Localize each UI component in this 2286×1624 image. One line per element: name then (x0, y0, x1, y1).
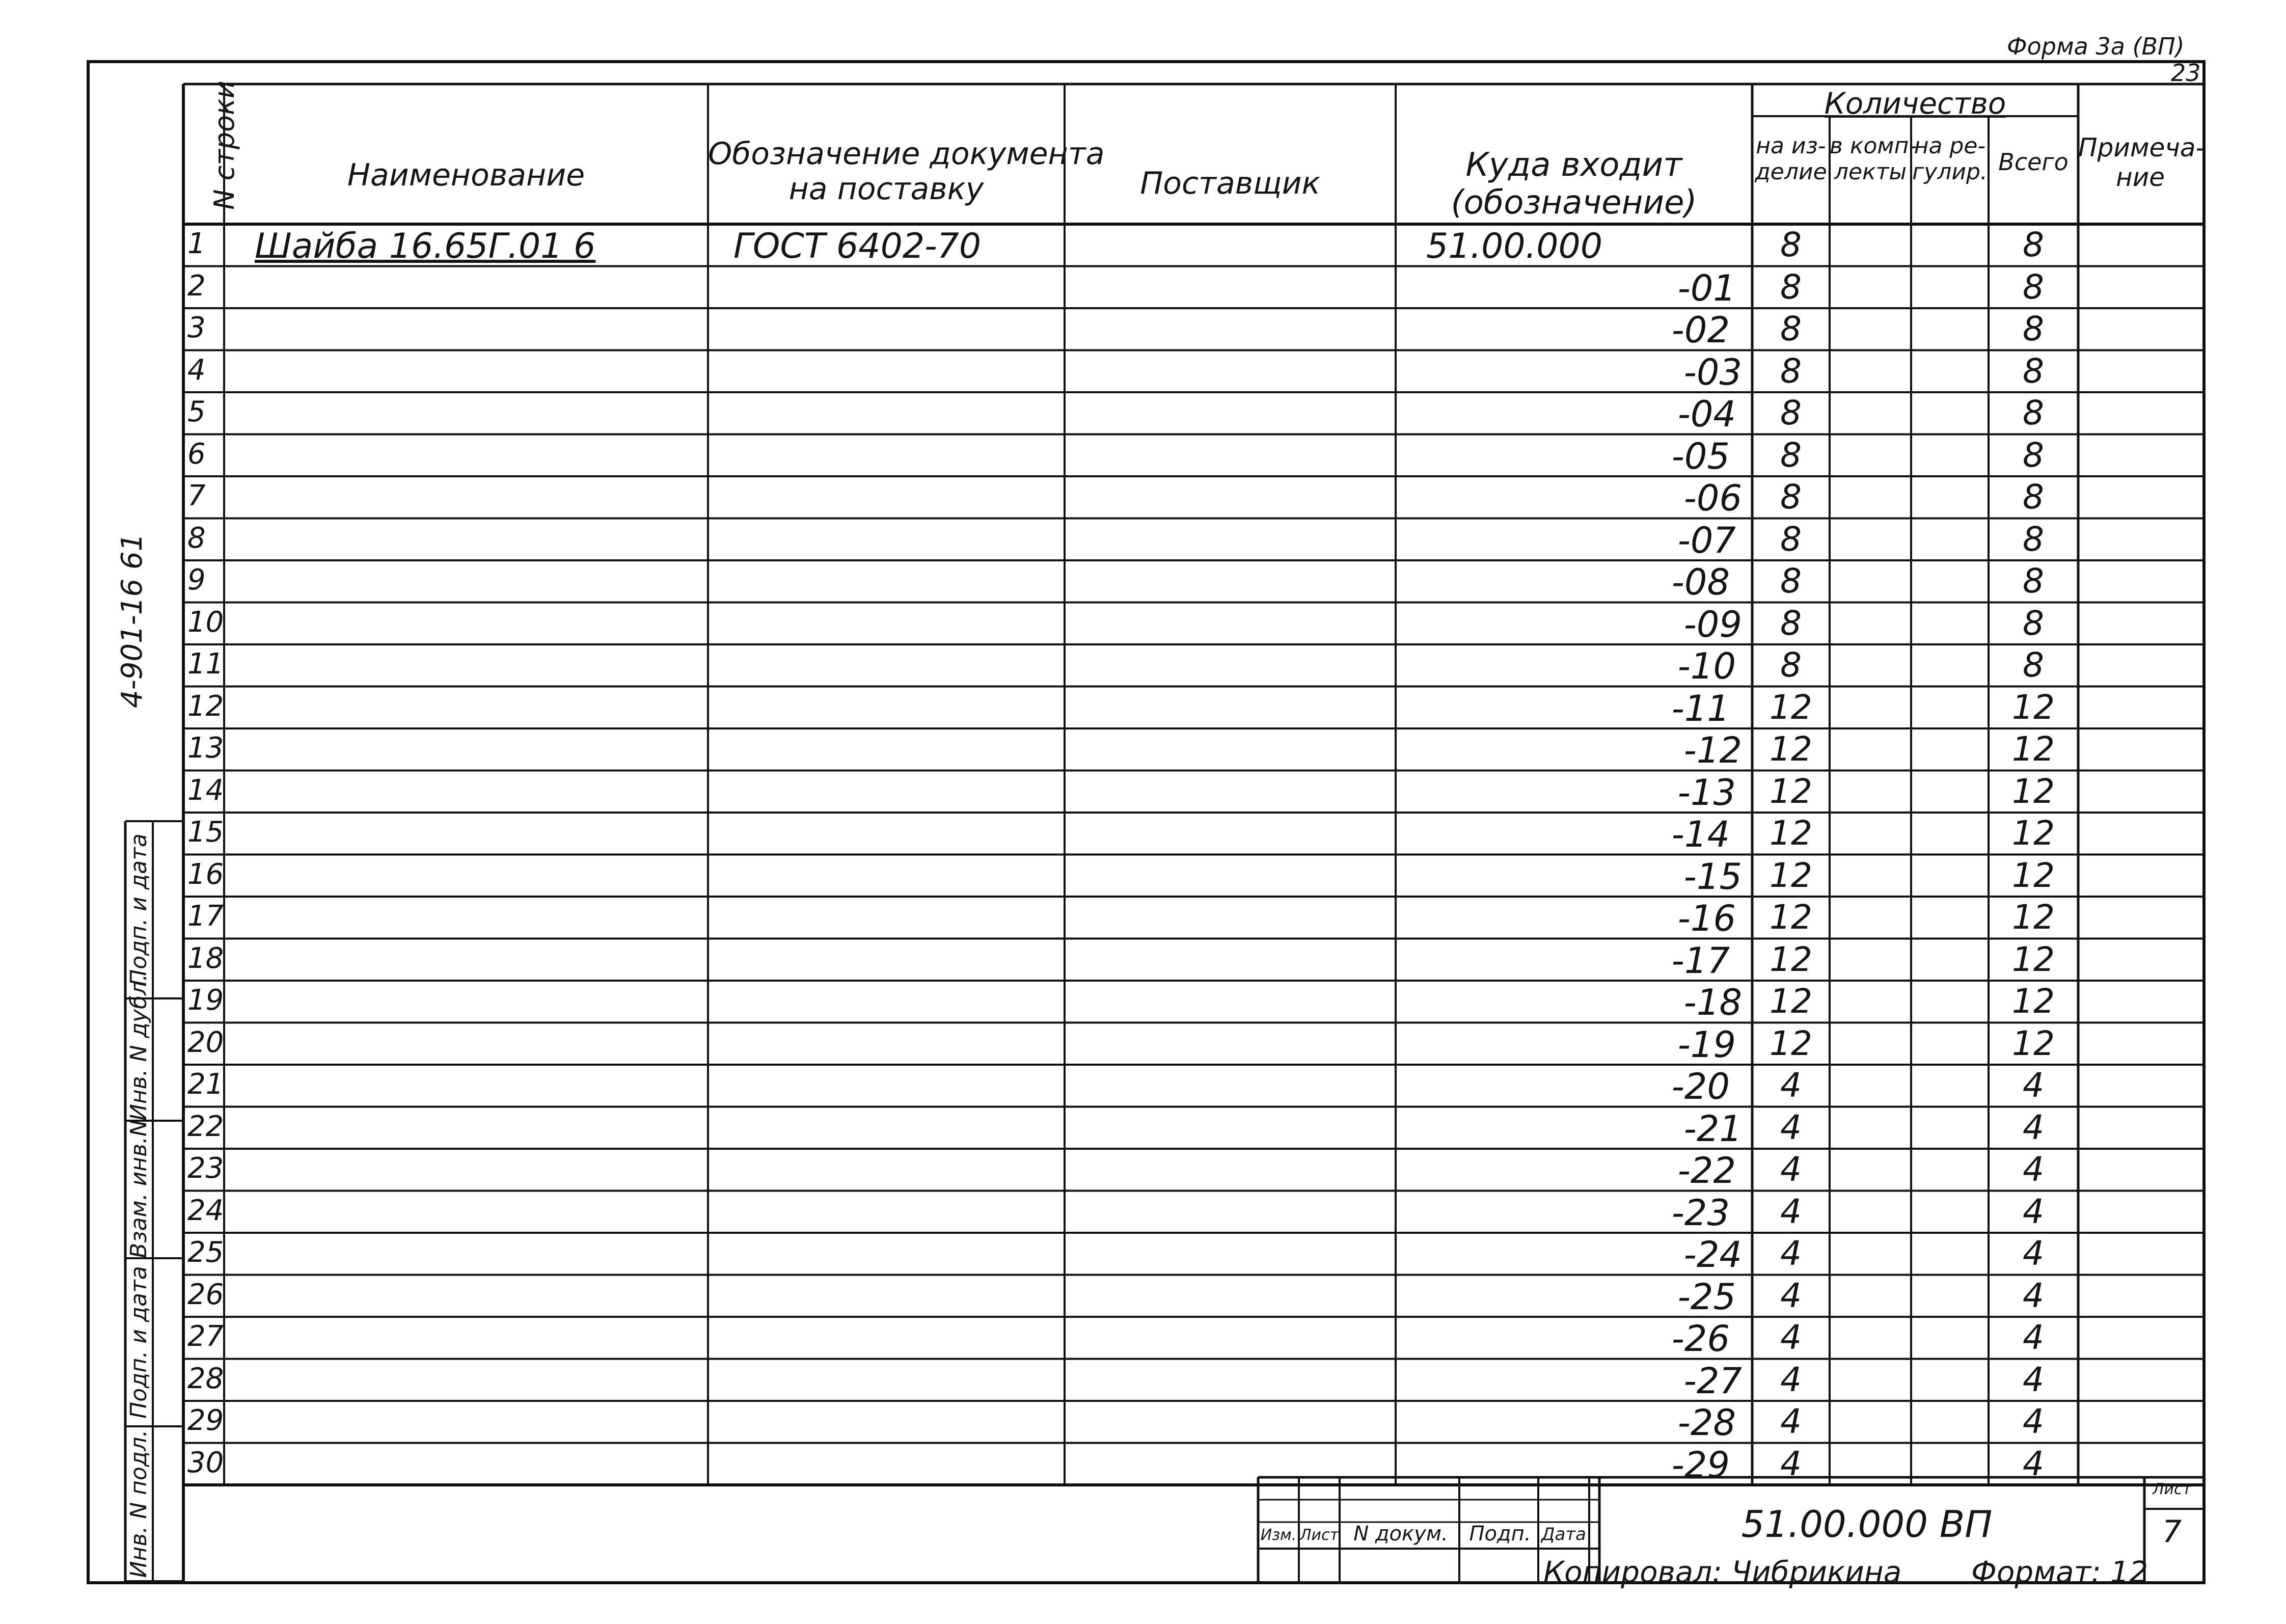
row-number: 5 (187, 395, 206, 428)
qty-per-item: 8 (1780, 351, 1802, 391)
header-row-no: N строки (208, 80, 240, 210)
row-number: 15 (187, 816, 224, 849)
row-number: 30 (187, 1446, 224, 1479)
qty-total: 8 (2023, 309, 2044, 348)
header-for-repair-line2: гулир. (1912, 158, 1988, 185)
qty-total: 4 (2023, 1234, 2044, 1273)
qty-per-item: 12 (1770, 939, 1812, 979)
where-used: -28 (1677, 1402, 1736, 1444)
qty-per-item: 8 (1780, 519, 1802, 559)
qty-total: 4 (2023, 1402, 2044, 1441)
qty-per-item: 12 (1770, 687, 1812, 727)
qty-per-item: 12 (1770, 729, 1812, 769)
qty-total: 4 (2023, 1318, 2044, 1357)
qty-per-item: 8 (1780, 393, 1802, 432)
row-number: 23 (187, 1152, 224, 1185)
qty-total: 12 (2012, 982, 2055, 1021)
tb-sheet-number: 7 (2162, 1514, 2182, 1550)
where-used: -20 (1671, 1066, 1730, 1107)
qty-total: 12 (2012, 855, 2055, 895)
where-used: -24 (1683, 1234, 1742, 1276)
qty-per-item: 8 (1780, 477, 1802, 517)
side-stamp-label: Подп. и дата (126, 1266, 152, 1419)
side-stamp-label: Взам. инв.N (126, 1120, 152, 1258)
qty-per-item: 12 (1770, 898, 1812, 937)
where-used: -21 (1683, 1107, 1742, 1150)
side-stamp-label: Подп. и дата (126, 833, 152, 986)
qty-per-item: 8 (1780, 561, 1802, 601)
header-doc-designation-line1: Обозначение документа (708, 136, 1105, 172)
where-used: -17 (1671, 939, 1730, 982)
header-per-item (1752, 133, 1830, 185)
where-used: -29 (1671, 1444, 1730, 1486)
row-number: 28 (187, 1362, 224, 1395)
header-name: Наименование (347, 157, 585, 193)
row-number: 18 (187, 941, 224, 975)
row-number: 1 (187, 227, 206, 260)
row-number: 12 (187, 689, 224, 723)
qty-total: 4 (2023, 1150, 2044, 1189)
copied-by: Копировал: Чибрикина (1543, 1555, 1902, 1589)
qty-total: 8 (2023, 351, 2044, 391)
qty-total: 12 (2012, 898, 2055, 937)
row-number: 27 (187, 1320, 224, 1353)
where-used: -06 (1683, 477, 1742, 519)
qty-per-item: 8 (1780, 645, 1802, 685)
tb-label-sign: Подп. (1469, 1522, 1531, 1546)
qty-total: 4 (2023, 1066, 2044, 1105)
header-note (2078, 133, 2205, 192)
qty-per-item: 8 (1780, 309, 1802, 348)
item-name: Шайба 16.65Г.01 6 (255, 226, 596, 266)
qty-total: 8 (2023, 435, 2044, 475)
row-number: 14 (187, 773, 224, 807)
header-total: Всего (1998, 148, 2069, 176)
row-number: 9 (187, 563, 206, 597)
side-stamp-label: Инв. N дубл. (126, 973, 152, 1121)
header-in-sets-line1: в комп- (1830, 133, 1917, 159)
qty-per-item: 8 (1780, 267, 1802, 307)
qty-per-item: 8 (1780, 435, 1802, 475)
tb-label-doc: N докум. (1353, 1522, 1448, 1546)
where-used: 51.00.000 (1426, 226, 1603, 266)
qty-per-item: 4 (1780, 1360, 1802, 1399)
where-used: -03 (1683, 351, 1742, 393)
header-for-repair (1911, 133, 1989, 185)
qty-total: 8 (2023, 519, 2044, 559)
qty-per-item: 12 (1770, 1023, 1812, 1063)
where-used: -13 (1677, 771, 1736, 814)
qty-total: 12 (2012, 729, 2055, 769)
qty-per-item: 12 (1770, 814, 1812, 853)
row-number: 8 (187, 521, 206, 555)
qty-total: 8 (2023, 225, 2044, 264)
row-number: 13 (187, 732, 224, 765)
qty-per-item: 4 (1780, 1150, 1802, 1189)
qty-total: 8 (2023, 603, 2044, 643)
qty-per-item: 4 (1780, 1276, 1802, 1315)
where-used: -25 (1677, 1276, 1736, 1318)
row-number: 26 (187, 1278, 224, 1311)
header-in-sets (1830, 133, 1917, 185)
where-used: -05 (1671, 435, 1730, 477)
header-where-used-line2: (обозначение) (1451, 183, 1697, 222)
qty-total: 4 (2023, 1444, 2044, 1483)
row-number: 19 (187, 984, 224, 1017)
qty-per-item: 4 (1780, 1192, 1802, 1231)
where-used: -16 (1677, 898, 1736, 939)
qty-per-item: 12 (1770, 855, 1812, 895)
qty-total: 12 (2012, 1023, 2055, 1063)
where-used: -14 (1671, 814, 1730, 855)
where-used: -23 (1671, 1192, 1730, 1234)
qty-per-item: 12 (1770, 982, 1812, 1021)
qty-per-item: 4 (1780, 1318, 1802, 1357)
header-doc-designation-line2: на поставку (788, 171, 984, 207)
form-label: Форма 3а (ВП) (2007, 33, 2185, 60)
qty-per-item: 4 (1780, 1402, 1802, 1441)
qty-per-item: 8 (1780, 225, 1802, 264)
margin-document-code: 4-901-16 61 (116, 533, 149, 708)
tb-sheet-label: Лист (2152, 1480, 2192, 1498)
sheet-format: Формат: 12 (1971, 1555, 2148, 1589)
row-number: 25 (187, 1236, 224, 1269)
where-used: -27 (1683, 1360, 1742, 1402)
side-stamp-label: Инв. N подл. (126, 1429, 152, 1578)
row-number: 29 (187, 1404, 224, 1437)
qty-total: 8 (2023, 561, 2044, 601)
row-number: 11 (187, 647, 224, 681)
qty-total: 8 (2023, 267, 2044, 307)
qty-total: 4 (2023, 1360, 2044, 1399)
row-number: 20 (187, 1025, 224, 1059)
where-used: -19 (1677, 1023, 1736, 1066)
row-number: 4 (187, 353, 206, 387)
qty-per-item: 8 (1780, 603, 1802, 643)
tb-designation: 51.00.000 ВП (1741, 1503, 1993, 1546)
row-number: 22 (187, 1109, 224, 1143)
header-for-repair-line1: на ре- (1914, 133, 1986, 159)
tb-label-list: Лист (1299, 1526, 1339, 1544)
where-used: -11 (1671, 687, 1730, 729)
qty-total: 4 (2023, 1107, 2044, 1147)
row-number: 3 (187, 311, 206, 344)
header-per-item-line1: на из- (1756, 133, 1826, 159)
header-note-line2: ние (2116, 162, 2165, 192)
qty-per-item: 4 (1780, 1066, 1802, 1105)
qty-total: 12 (2012, 939, 2055, 979)
where-used: -01 (1677, 267, 1736, 309)
where-used: -08 (1671, 561, 1730, 603)
row-number: 2 (187, 269, 206, 303)
where-used: -18 (1683, 982, 1742, 1023)
header-quantity: Количество (1824, 86, 2006, 121)
row-number: 21 (187, 1068, 224, 1101)
where-used: -15 (1683, 855, 1742, 898)
where-used: -02 (1671, 309, 1730, 351)
qty-total: 8 (2023, 645, 2044, 685)
qty-total: 8 (2023, 477, 2044, 517)
qty-total: 4 (2023, 1192, 2044, 1231)
qty-per-item: 4 (1780, 1444, 1802, 1483)
where-used: -22 (1677, 1150, 1736, 1192)
header-where-used-line1: Куда входит (1465, 146, 1682, 184)
row-number: 16 (187, 857, 224, 891)
where-used: -10 (1677, 645, 1736, 687)
row-number: 6 (187, 437, 206, 471)
header-in-sets-line2: лекты (1834, 158, 1907, 185)
qty-per-item: 4 (1780, 1107, 1802, 1147)
row-number: 7 (187, 479, 206, 512)
qty-total: 12 (2012, 687, 2055, 727)
doc-designation: ГОСТ 6402-70 (733, 226, 982, 266)
header-doc-designation (708, 136, 1105, 207)
where-used: -07 (1677, 519, 1736, 561)
qty-total: 12 (2012, 814, 2055, 853)
where-used: -26 (1671, 1318, 1730, 1360)
qty-per-item: 12 (1770, 771, 1812, 811)
row-number: 24 (187, 1194, 224, 1227)
header-per-item-line2: делие (1755, 158, 1827, 185)
qty-total: 12 (2012, 771, 2055, 811)
qty-per-item: 4 (1780, 1234, 1802, 1273)
header-note-line1: Примеча- (2078, 133, 2205, 163)
where-used: -09 (1683, 603, 1742, 645)
header-supplier: Поставщик (1140, 166, 1320, 201)
page-number: 23 (2171, 59, 2201, 87)
tb-label-date: Дата (1541, 1524, 1587, 1545)
tb-label-izm: Изм. (1260, 1526, 1297, 1544)
row-number: 17 (187, 900, 224, 933)
qty-total: 8 (2023, 393, 2044, 432)
where-used: -12 (1683, 729, 1742, 771)
header-where-used (1396, 147, 1752, 222)
where-used: -04 (1677, 393, 1736, 435)
row-number: 10 (187, 605, 224, 639)
qty-total: 4 (2023, 1276, 2044, 1315)
